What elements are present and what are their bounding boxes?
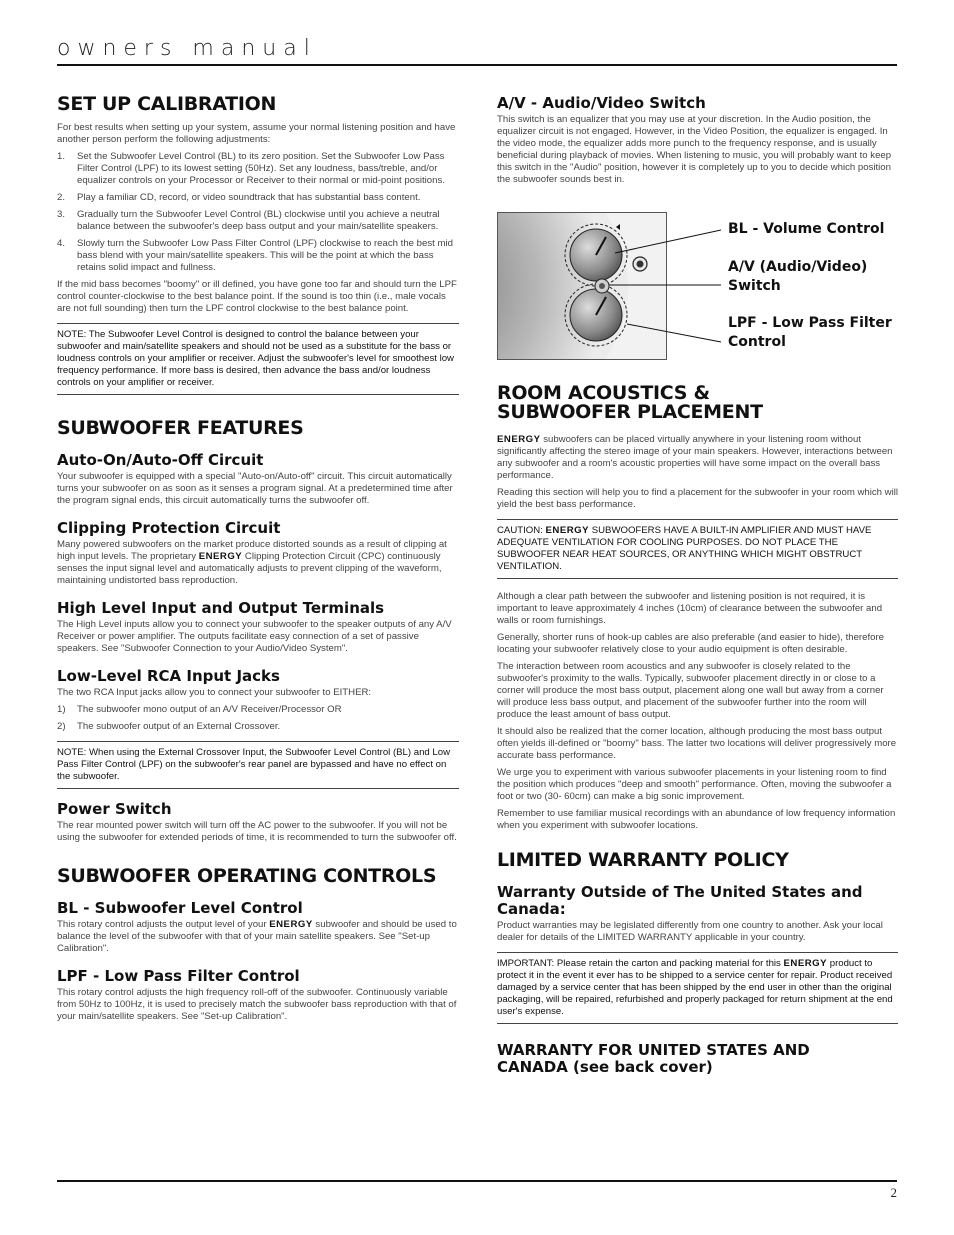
av-switch-heading: A/V - Audio/Video Switch	[497, 94, 706, 112]
footer-rule	[57, 1180, 897, 1182]
calibration-note: NOTE: The Subwoofer Level Control is designed to control the balance between your subwoofer and main/satellite speakers and should not be used as a substitute for the bass or loudness controls on your amplifier or receiver. Adjust the subwoofer's level for smoothest low frequency performance. If more bass is desired, then advance the bass and/or loudness controls on your amplifier or receiver.	[57, 323, 459, 395]
room-p5: The interaction between room acoustics and any subwoofer is closely related to the subwoofer's proximity to the walls. Typically, subwoofer placement directly in or close to a corner will produce the most bass output, placement along one wall but away from a corner will produce less bass output, and placement of the subwoofer further into the room will produce the least amount of bass output.	[497, 661, 884, 720]
lpf-text: This rotary control adjusts the high frequency roll-off of the subwoofer. Continuously variable from 50Hz to 100Hz, it is used to precisely match the subwoofer bass reproduction with that of your main/satellite speakers. See "Set-up Calibration".	[57, 987, 457, 1022]
calibration-after: If the mid bass becomes "boomy" or ill defined, you have gone too far and should turn the LPF control counter-clockwise to the best balance point. If the sound is too thin (i.e., male vocals are not full sounding) then turn the LPF control clockwise to the best balance point.	[57, 279, 457, 314]
list-item: 1) The subwoofer mono output of an A/V Receiver/Processor OR	[57, 704, 342, 715]
left-column	[57, 90, 459, 1028]
page-number: 2	[890, 1185, 897, 1200]
list-item: 3. Gradually turn the Subwoofer Level Control (BL) clockwise until you achieve a neutral balance between the subwoofer's deep bass output and your main/satellite speakers.	[57, 209, 440, 232]
bl-text: This rotary control adjusts the output level of your ENERGY subwoofer and should be used to balance the level of the subwoofer with that of your main satellite speakers. See "Set-up Calibration".	[57, 919, 457, 954]
controls-heading: SUBWOOFER OPERATING CONTROLS	[57, 865, 437, 887]
room-p4: Generally, shorter runs of hook-up cables are also preferable (and easier to hide), therefore locating your subwoofer relatively close to your audio equipment is often desirable.	[497, 632, 884, 655]
warranty-heading: LIMITED WARRANTY POLICY	[497, 849, 789, 871]
calibration-steps	[57, 151, 459, 274]
list-item: 4. Slowly turn the Subwoofer Low Pass Filter Control (LPF) clockwise to reach the best mid bass blend with your main/satellite speakers. This will be the point at which the bass retains solid impact and fullness.	[57, 238, 453, 273]
rca-heading: Low-Level RCA Input Jacks	[57, 667, 280, 685]
header-rule	[57, 64, 897, 66]
room-p6: It should also be realized that the corner location, although producing the most bass output often yields ill-defined or "boomy" bass. The latter two locations will deliver progressively more accurate bass performance.	[497, 726, 897, 761]
av-switch-label: A/V (Audio/Video) Switch	[728, 259, 868, 294]
room-p3: Although a clear path between the subwoofer and listening position is not required, it is important to leave approximately 4 inches (10cm) of clearance between the subwoofer and walls or room furnishings.	[497, 591, 883, 626]
auto-on-heading: Auto-On/Auto-Off Circuit	[57, 451, 264, 469]
bl-heading: BL - Subwoofer Level Control	[57, 899, 303, 917]
calibration-intro: For best results when setting up your system, assume your normal listening position and have another person perform the following adjustments:	[57, 122, 456, 145]
room-p8: Remember to use familiar musical recordings with an abundance of low frequency information when you experiment with subwoofer locations.	[497, 808, 896, 831]
manual-header-title: owners manual	[57, 36, 317, 61]
high-level-heading: High Level Input and Output Terminals	[57, 599, 385, 617]
auto-on-text: Your subwoofer is equipped with a special "Auto-on/Auto-off" circuit. This circuit automatically turns your subwoofer on as soon as it senses a program signal. At a predetermined time after the program signal ends, this circuit automatically turns the subwoofer off.	[57, 471, 453, 506]
bl-volume-label: BL - Volume Control	[728, 221, 885, 237]
warranty-outside-heading: Warranty Outside of The United States and Canada:	[497, 883, 863, 918]
room-acoustics-heading: ROOM ACOUSTICS & SUBWOOFER PLACEMENT	[497, 382, 763, 423]
features-heading: SUBWOOFER FEATURES	[57, 417, 304, 439]
warranty-outside-text: Product warranties may be legislated differently from one country to another. Ask your local dealer for details of the LIMITED WARRANTY applicable in your country.	[497, 920, 883, 943]
rca-list	[57, 704, 459, 733]
room-p2: Reading this section will help you to find a placement for the subwoofer in your room which will yield the best bass performance.	[497, 487, 899, 510]
important-note: IMPORTANT: Please retain the carton and packing material for this ENERGY product to protect it in the event it ever has to be shipped to a service center for repair. Product received damaged by a service center that has been shipped by the end user in other than the original packaging, will be repaired, refurbished and properly packaged for return shipment at the end user's expense.	[497, 952, 898, 1024]
power-switch-heading: Power Switch	[57, 800, 172, 818]
caution-note: CAUTION: ENERGY SUBWOOFERS HAVE A BUILT-IN AMPLIFIER AND MUST HAVE ADEQUATE VENTILATION FOR COOLING PURPOSES. DO NOT PLACE THE SUBWOOFER NEAR HEAT SOURCES, OR ANYTHING WHICH MIGHT OBSTRUCT VENTILATION.	[497, 519, 898, 579]
warranty-us-heading: WARRANTY FOR UNITED STATES AND CANADA (see back cover)	[497, 1041, 810, 1076]
av-switch-text: This switch is an equalizer that you may use at your discretion. In the Audio position, the equalizer circuit is not engaged. However, in the Video Position, the equalizer is engaged. In the video mode, the equalizer adds more punch to the frequency response, and is usually beneficial during playback of movies. When listening to music, you will probably want to keep this switch in the "Audio" position, however it is completely up to you to decide which position the subwoofer sounds best in.	[497, 114, 892, 185]
list-item: 2. Play a familiar CD, record, or video soundtrack that has substantial bass content.	[57, 192, 421, 203]
high-level-text: The High Level inputs allow you to connect your subwoofer to the speaker outputs of any A/V Receiver or power amplifier. The outputs facilitate easy connection of a set of passive speakers. See "Subwoofer Connection to your Audio/Video System".	[57, 619, 452, 654]
clipping-text: Many powered subwoofers on the market produce distorted sounds as a result of clipping at high input levels. The proprietary ENERGY Clipping Protection Circuit (CPC) continuously senses the input signal level and automatically adjusts to prevent clipping of the waveform, maintaining undistorted bass reproduction.	[57, 539, 447, 586]
clipping-heading: Clipping Protection Circuit	[57, 519, 281, 537]
control-panel-figure	[497, 212, 898, 362]
rca-text: The two RCA Input jacks allow you to connect your subwoofer to EITHER:	[57, 687, 372, 698]
room-p7: We urge you to experiment with various subwoofer placements in your listening room to find the position which produces "deep and smooth" performance. Often, moving the subwoofer a foot or two (30- 60cm) can make a big sonic improvement.	[497, 767, 892, 802]
room-p1: ENERGY subwoofers can be placed virtually anywhere in your listening room without significantly affecting the stereo image of your main speakers. However, interactions between any subwoofer and a room's acoustic properties will have some impact on the overall bass performance.	[497, 434, 893, 481]
lpf-heading: LPF - Low Pass Filter Control	[57, 967, 300, 985]
list-item: 1. Set the Subwoofer Level Control (BL) to its zero position. Set the Subwoofer Low Pass Filter Control (LPF) to its lowest setting (50Hz). Set any loudness, bass/treble, and/or equalizer controls on your Processor or Receiver to their normal or mid-point positions.	[57, 151, 445, 186]
power-switch-text: The rear mounted power switch will turn off the AC power to the subwoofer. If you will not be using the subwoofer for extended periods of time, it is recommended to turn the subwoofer off.	[57, 820, 457, 843]
right-column	[497, 90, 898, 1078]
lpf-label: LPF - Low Pass Filter Control	[728, 315, 892, 350]
list-item: 2) The subwoofer output of an External Crossover.	[57, 721, 281, 732]
calibration-heading: SET UP CALIBRATION	[57, 93, 277, 115]
rca-note: NOTE: When using the External Crossover Input, the Subwoofer Level Control (BL) and Low Pass Filter Control (LPF) on the subwoofer's rear panel are bypassed and have no effect on the subwoofer.	[57, 741, 459, 789]
